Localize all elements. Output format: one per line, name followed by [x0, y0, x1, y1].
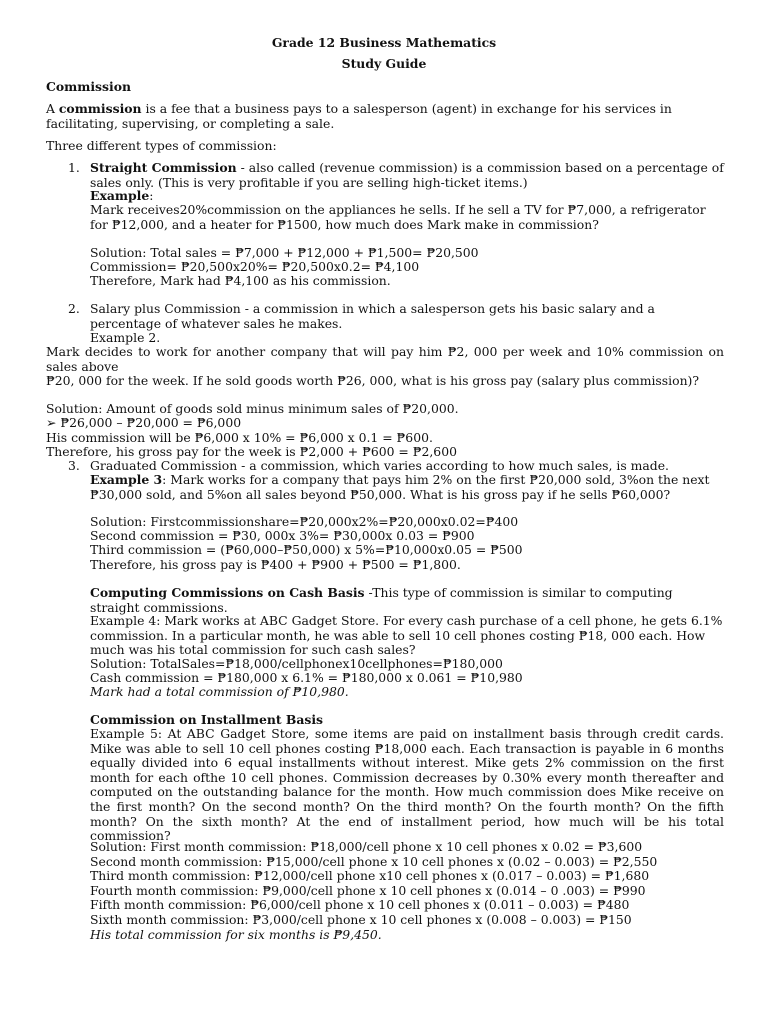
section-heading-commission: Commission — [46, 79, 131, 94]
graduated-commission-desc: Graduated Commission - a commission, which varies according to how much sales, is made. — [90, 458, 669, 473]
cash-solution-1: Solution: TotalSales=₱18,000/cellphonex10cellphones=₱180,000 — [90, 656, 503, 671]
list-number-2: 2. — [68, 301, 80, 316]
straight-example-label: Example: — [90, 188, 154, 203]
installment-line-4: Fourth month commission: ₱9,000/cell phone x 10 cell phones x (0.014 – 0 .003) = ₱990 — [90, 882, 646, 898]
straight-commission-desc: Straight Commission - also called (revenue commission) is a commission based on a percentage of sales only. (This is very profitable if you are selling high-ticket items.) — [90, 160, 724, 190]
graduated-solution-4: Therefore, his gross pay is ₱400 + ₱900 + ₱500 = ₱1,800. — [90, 557, 461, 572]
salary-example-label: Example 2. — [90, 330, 161, 345]
salary-solution-4: Therefore, his gross pay for the week is ₱2,000 + ₱600 = ₱2,600 — [46, 444, 457, 459]
installment-conclusion: His total commission for six months is ₱9,450. — [90, 926, 382, 942]
installment-example: Example 5: At ABC Gadget Store, some items are paid on installment basis through credit cards. Mike was able to sell 10 cell phones costing ₱18,000 each. Each transaction is payable in 6 months equally divided into 6 equal installments without interest. Mike gets 2% commission on the first month for each ofthe 10 cell phones. Commission decreases by 0.30% every month thereafter and computed on the outstanding balance for the month. How much commission does Mike receive on the first month? On the second month? On the third month? On the fourth month? On the fifth month? On the sixth month? At the end of installment period, how much will be his total commission? — [90, 726, 724, 844]
graduated-solution-3: Third commission = (₱60,000–₱50,000) x 5%=₱10,000x0.05 = ₱500 — [90, 542, 523, 557]
straight-example-problem: Mark receives20%commission on the appliances he sells. If he sell a TV for ₱7,000, a refrigerator for ₱12,000, and a heater for ₱1500, how much does Mark make in commission? — [90, 202, 706, 232]
cash-example: Example 4: Mark works at ABC Gadget Store. For every cash purchase of a cell phone, he gets 6.1% commission. In a particular month, he was able to sell 10 cell phones costing ₱18, 000 each. How much was his total commission for such cash sales? — [90, 613, 723, 658]
salary-solution-3: His commission will be ₱6,000 x 10% = ₱6,000 x 0.1 = ₱600. — [46, 430, 433, 445]
installment-basis-heading: Commission on Installment Basis — [90, 712, 324, 727]
salary-solution-1: Solution: Amount of goods sold minus minimum sales of ₱20,000. — [46, 401, 459, 416]
installment-line-1: Solution: First month commission: ₱18,000/cell phone x 10 cell phones x 0.02 = ₱3,600 — [90, 839, 643, 854]
cash-conclusion: Mark had a total commission of ₱10,980. — [90, 684, 349, 699]
installment-line-2: Second month commission: ₱15,000/cell phone x 10 cell phones x (0.02 – 0.003) = ₱2,550 — [90, 853, 658, 869]
installment-line-3: Third month commission: ₱12,000/cell phone x10 cell phones x (0.017 – 0.003) = ₱1,680 — [90, 868, 650, 884]
salary-solution-2: ➢ ₱26,000 – ₱20,000 = ₱6,000 — [46, 415, 242, 430]
list-number-1: 1. — [68, 160, 80, 175]
cash-basis-heading: Computing Commissions on Cash Basis — [90, 585, 365, 600]
cash-solution-2: Cash commission = ₱180,000 x 6.1% = ₱180,000 x 0.061 = ₱10,980 — [90, 670, 523, 685]
installment-solution-list — [90, 840, 724, 942]
commission-term: commission — [58, 101, 142, 116]
list-number-3: 3. — [68, 458, 80, 473]
salary-commission-desc: Salary plus Commission - a commission in which a salesperson gets his basic salary and a percentage of whatever sales he makes. — [90, 301, 655, 331]
page-title: Grade 12 Business Mathematics — [271, 35, 497, 50]
graduated-solution-2: Second commission = ₱30, 000x 3%= ₱30,000x 0.03 = ₱900 — [90, 528, 475, 543]
straight-solution-1: Solution: Total sales = ₱7,000 + ₱12,000 + ₱1,500= ₱20,500 — [90, 245, 479, 260]
types-intro: Three different types of commission: — [46, 138, 277, 153]
cash-basis-section: Computing Commissions on Cash Basis -This type of commission is similar to computing straight commissions. — [90, 585, 673, 615]
installment-line-6: Sixth month commission: ₱3,000/cell phone x 10 cell phones x (0.008 – 0.003) = ₱150 — [90, 911, 632, 927]
graduated-solution-1: Solution: Firstcommissionshare=₱20,000x2%=₱20,000x0.02=₱400 — [90, 514, 519, 529]
salary-problem-1: Mark decides to work for another company that will pay him ₱2, 000 per week and 10% commission on sales above — [46, 344, 724, 374]
installment-line-5: Fifth month commission: ₱6,000/cell phone x 10 cell phones x (0.011 – 0.003) = ₱480 — [90, 897, 630, 913]
salary-problem-2: ₱20, 000 for the week. If he sold goods worth ₱26, 000, what is his gross pay (salary plus commission)? — [46, 373, 700, 388]
straight-solution-2: Commission= ₱20,500x20%= ₱20,500x0.2= ₱4,100 — [90, 259, 420, 274]
graduated-example-problem: Example 3: Mark works for a company that pays him 2% on the first ₱20,000 sold, 3%on the next ₱30,000 sold, and 5%on all sales beyond ₱50,000. What is his gross pay if he sells ₱60,000? — [90, 472, 710, 502]
page-subtitle: Study Guide — [341, 56, 427, 71]
commission-definition: A commission is a fee that a business pays to a salesperson (agent) in exchange for his services in facilitating, supervising, or completing a sale. — [46, 101, 672, 131]
straight-solution-3: Therefore, Mark had ₱4,100 as his commission. — [90, 273, 391, 288]
